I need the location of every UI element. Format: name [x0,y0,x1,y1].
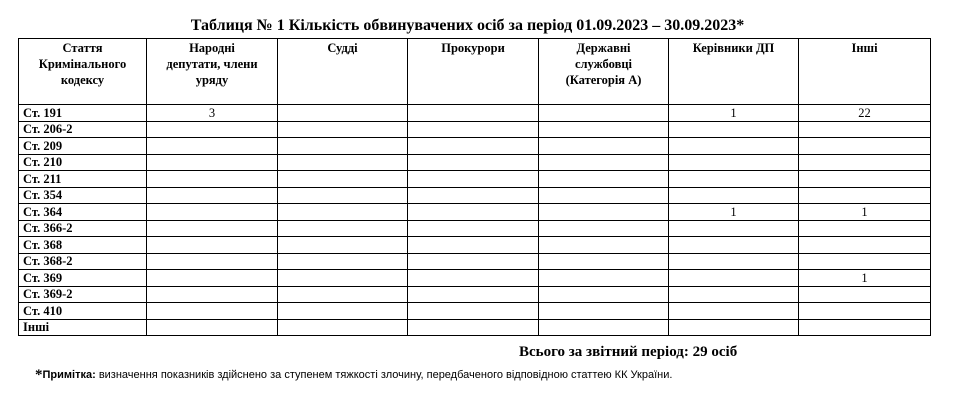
table-cell [799,303,931,320]
table-cell [539,253,669,270]
table-cell: 1 [799,270,931,287]
table-cell [408,319,539,336]
table-cell [408,138,539,155]
table-row [19,237,931,254]
table-cell [799,286,931,303]
table-body [19,105,931,336]
table-cell [669,253,799,270]
table-cell [278,204,408,221]
table-cell [147,187,278,204]
table-cell [408,270,539,287]
table-cell: 1 [669,204,799,221]
table-cell [147,303,278,320]
table-cell [408,253,539,270]
table-cell [539,220,669,237]
header-mps: Народні депутати, члени уряду [147,39,278,105]
table-row [19,270,931,287]
table-row [19,121,931,138]
header-prosecutors: Прокурори [408,39,539,105]
table-cell [147,286,278,303]
table-cell [539,204,669,221]
table-cell [669,220,799,237]
row-article-label: Ст. 368-2 [19,253,147,270]
table-cell [278,138,408,155]
table-row [19,220,931,237]
table-cell [278,105,408,122]
table-row [19,286,931,303]
table-cell [408,121,539,138]
table-cell [278,319,408,336]
table-cell [408,105,539,122]
table-cell [669,187,799,204]
table-cell [799,319,931,336]
table-cell [799,220,931,237]
footnote-asterisk: * [35,367,43,383]
table-cell [278,154,408,171]
row-article-label: Ст. 210 [19,154,147,171]
row-article-label: Ст. 364 [19,204,147,221]
total-summary: Всього за звітний період: 29 осіб [519,344,738,360]
table-cell [539,187,669,204]
table-cell [799,237,931,254]
row-article-label: Ст. 369 [19,270,147,287]
row-article-label: Ст. 191 [19,105,147,122]
table-row [19,319,931,336]
row-article-label: Ст. 354 [19,187,147,204]
table-row [19,187,931,204]
row-article-label: Ст. 206-2 [19,121,147,138]
table-row [19,154,931,171]
row-article-label: Ст. 368 [19,237,147,254]
table-cell [147,171,278,188]
table-cell [278,220,408,237]
table-header-row [19,39,931,105]
table-cell [669,319,799,336]
table-row [19,303,931,320]
row-article-label: Ст. 369-2 [19,286,147,303]
table-cell: 22 [799,105,931,122]
table-cell [539,237,669,254]
table-cell [539,319,669,336]
defendants-table [18,38,931,336]
table-cell [147,237,278,254]
table-cell: 1 [799,204,931,221]
table-cell [539,286,669,303]
table-row [19,171,931,188]
table-cell [278,270,408,287]
footnote [35,367,672,383]
table-cell [539,121,669,138]
table-cell [147,319,278,336]
table-cell [147,154,278,171]
table-cell [408,204,539,221]
table-cell [669,237,799,254]
table-title: Таблиця № 1 Кількість обвинувачених осіб за період 01.09.2023 – 30.09.2023* [190,17,745,34]
footnote-label: Примітка: [42,369,96,381]
table-cell [278,237,408,254]
table-cell [408,171,539,188]
table-row [19,138,931,155]
table-cell [408,187,539,204]
row-article-label: Ст. 209 [19,138,147,155]
table-cell [669,171,799,188]
table-cell [278,121,408,138]
table-cell [278,303,408,320]
table-cell [799,171,931,188]
row-article-label: Ст. 410 [19,303,147,320]
table-cell [539,270,669,287]
table-cell [539,303,669,320]
table-cell [147,204,278,221]
row-article-label: Ст. 211 [19,171,147,188]
table-cell: 3 [147,105,278,122]
header-others: Інші [799,39,931,105]
table-cell [408,220,539,237]
header-article: Стаття Кримінального кодексу [19,39,147,105]
header-civil-servants: Державні службовці (Категорія А) [539,39,669,105]
table-cell [539,171,669,188]
table-row [19,204,931,221]
table-cell [669,303,799,320]
table-cell [669,121,799,138]
table-cell [278,286,408,303]
table-cell [408,154,539,171]
table-cell [669,286,799,303]
table-cell [408,237,539,254]
header-judges: Судді [278,39,408,105]
table-cell [147,121,278,138]
table-cell [799,187,931,204]
table-cell [147,138,278,155]
table-cell [669,270,799,287]
header-state-enterprise-heads: Керівники ДП [669,39,799,105]
table-cell [539,154,669,171]
table-cell [799,253,931,270]
footnote-text: визначення показників здійснено за ступенем тяжкості злочину, передбаченого відповідною статтею КК України. [95,369,673,381]
table-cell [278,187,408,204]
table-row [19,105,931,122]
table-cell [278,253,408,270]
table-cell: 1 [669,105,799,122]
table-cell [799,154,931,171]
table-cell [147,270,278,287]
table-row [19,253,931,270]
table-cell [408,303,539,320]
table-cell [669,138,799,155]
table-cell [408,286,539,303]
row-article-label: Ст. 366-2 [19,220,147,237]
table-cell [278,171,408,188]
table-cell [539,105,669,122]
row-article-label: Інші [19,319,147,336]
table-cell [147,220,278,237]
table-cell [799,121,931,138]
table-cell [147,253,278,270]
table-cell [799,138,931,155]
table-cell [669,154,799,171]
table-cell [539,138,669,155]
